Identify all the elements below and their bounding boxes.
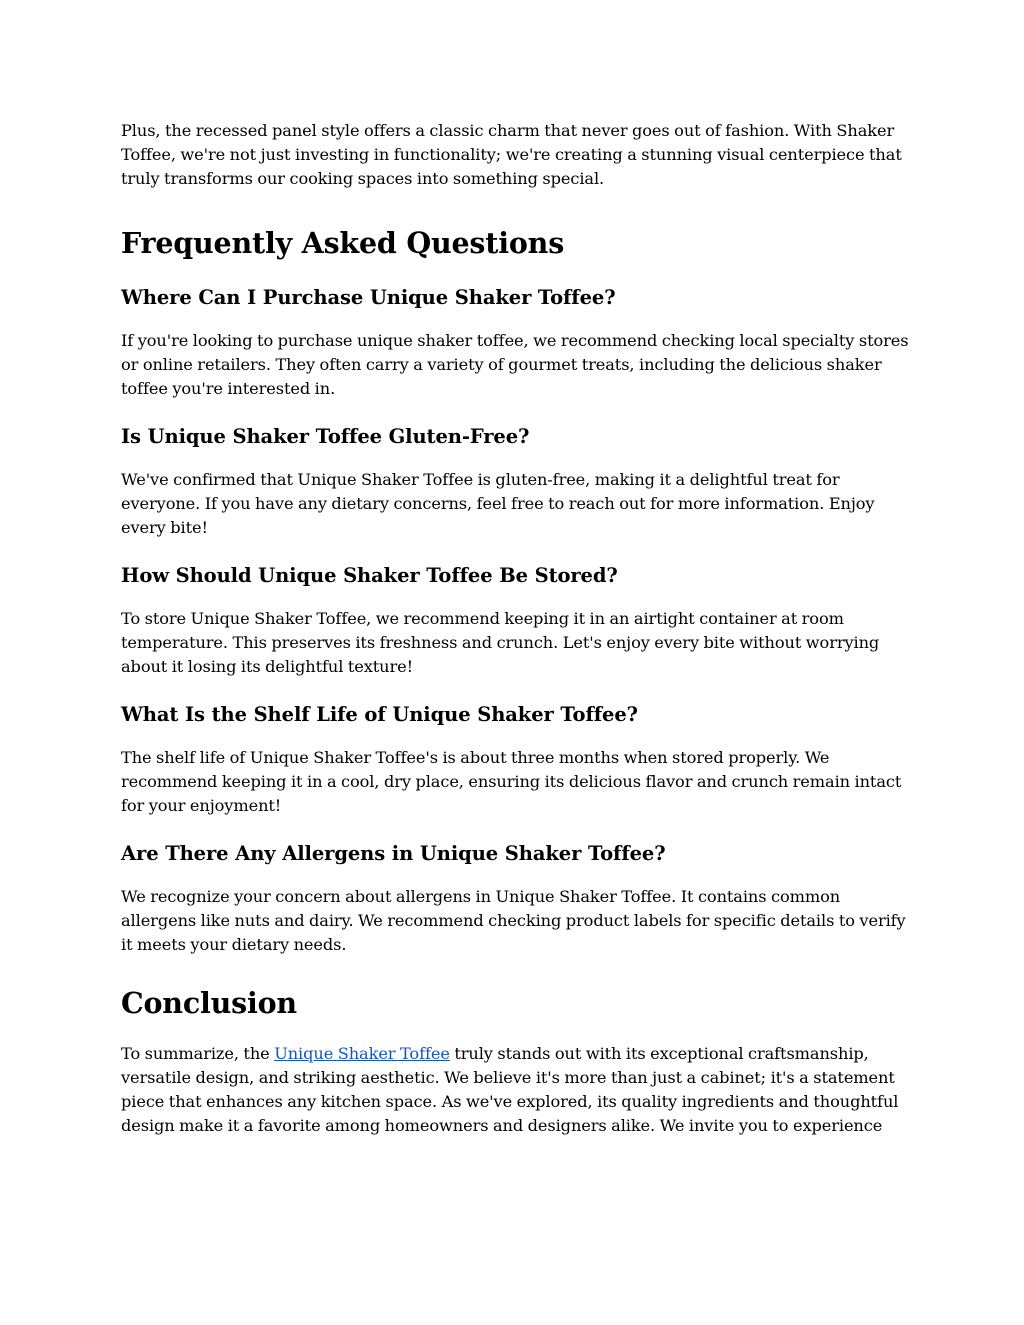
unique-shaker-toffee-link[interactable]: Unique Shaker Toffee (274, 1044, 450, 1063)
faq-answer-2: We've confirmed that Unique Shaker Toffee is gluten-free, making it a delightful treat for everyone. If you have any dietary concerns, feel free to reach out for more information. Enjoy every bite! (121, 470, 875, 537)
faq-answer-1: If you're looking to purchase unique shaker toffee, we recommend checking local specialty stores or online retailers. They often carry a variety of gourmet treats, including the delicious shaker toffee you're interested in. (121, 331, 909, 398)
faq-answer-4: The shelf life of Unique Shaker Toffee's is about three months when stored properly. We recommend keeping it in a cool, dry place, ensuring its delicious flavor and crunch remain intact for your enjoyment! (121, 748, 902, 815)
faq-heading: Frequently Asked Questions (121, 226, 565, 260)
conclusion-heading: Conclusion (121, 986, 297, 1020)
faq-question-5: Are There Any Allergens in Unique Shaker Toffee? (121, 842, 666, 865)
faq-question-4: What Is the Shelf Life of Unique Shaker Toffee? (121, 703, 638, 726)
intro-paragraph: Plus, the recessed panel style offers a classic charm that never goes out of fashion. With Shaker Toffee, we're not just investing in functionality; we're creating a stunning visual centerpiece that truly transforms our cooking spaces into something special. (121, 121, 902, 188)
faq-question-2: Is Unique Shaker Toffee Gluten-Free? (121, 425, 530, 448)
conclusion-paragraph (121, 1042, 911, 1138)
faq-question-1: Where Can I Purchase Unique Shaker Toffee? (121, 286, 616, 309)
conclusion-text-start: To summarize, the (121, 1044, 275, 1063)
document-page (121, 119, 911, 1138)
faq-answer-3: To store Unique Shaker Toffee, we recommend keeping it in an airtight container at room temperature. This preserves its freshness and crunch. Let's enjoy every bite without worrying about it losing its delightful texture! (121, 609, 880, 676)
conclusion-text-end: truly stands out with its exceptional craftsmanship, versatile design, and striking aesthetic. We believe it's more than just a cabinet; it's a statement piece that enhances any kitchen space. As we've explored, its quality ingredients and thoughtful design make it a favorite among homeowners and designers alike. We invite you to experience (121, 1044, 899, 1135)
faq-answer-5: We recognize your concern about allergens in Unique Shaker Toffee. It contains common allergens like nuts and dairy. We recommend checking product labels for specific details to verify it meets your dietary needs. (121, 887, 906, 954)
faq-question-3: How Should Unique Shaker Toffee Be Stored? (121, 564, 618, 587)
